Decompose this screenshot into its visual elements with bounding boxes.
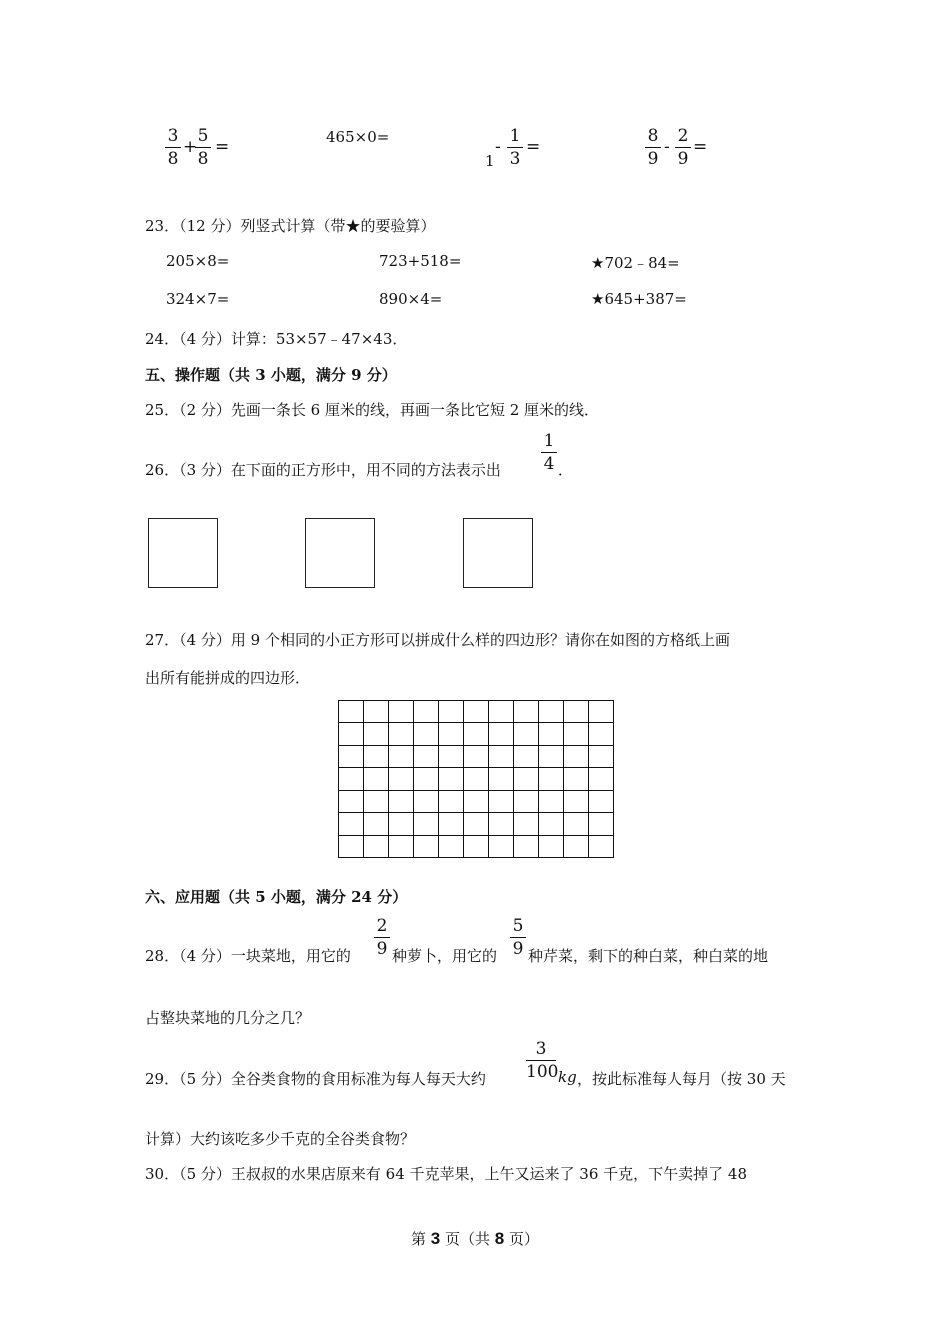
square-box-3[interactable] [463, 518, 533, 588]
question-28-part2: 种萝卜，用它的 [392, 947, 498, 965]
grid-cell[interactable] [414, 746, 439, 768]
grid-cell[interactable] [564, 723, 589, 745]
grid-cell[interactable] [464, 813, 489, 835]
fraction-5-9 [510, 918, 526, 958]
grid-cell[interactable] [489, 791, 514, 813]
denominator: 9 [376, 939, 388, 959]
calc-item: 890×4= [379, 290, 443, 308]
denominator: 9 [512, 939, 524, 959]
grid-cell[interactable] [389, 813, 414, 835]
question-24: 24．（4 分）计算：53×57﹣47×43． [145, 330, 408, 348]
grid-cell[interactable] [389, 746, 414, 768]
question-27-line2: 出所有能拼成的四边形． [145, 669, 311, 687]
denominator: 8 [197, 149, 209, 169]
grid-cell[interactable] [489, 813, 514, 835]
equals-sign: = [693, 137, 708, 157]
question-29-part2: ，按此标准每人每月（按 30 天 [577, 1070, 786, 1088]
denominator: 9 [677, 149, 689, 169]
grid-cell[interactable] [439, 768, 464, 790]
question-27-line1: 27．（4 分）用 9 个相同的小正方形可以拼成什么样的四边形？请你在如图的方格纸上画 [145, 631, 730, 649]
fraction-3-8 [165, 128, 181, 168]
grid-cell[interactable] [339, 791, 364, 813]
grid-cell[interactable] [414, 791, 439, 813]
numerator: 3 [167, 126, 179, 146]
grid-cell[interactable] [389, 723, 414, 745]
grid-cell[interactable] [389, 791, 414, 813]
calc-item: 205×8= [166, 252, 230, 270]
grid-cell[interactable] [589, 701, 614, 723]
question-23-title: 23．（12 分）列竖式计算（带★的要验算） [145, 217, 436, 235]
grid-cell[interactable] [539, 836, 564, 858]
unit-kg: kg [558, 1068, 577, 1086]
numerator: 1 [543, 431, 555, 451]
grid-cell[interactable] [589, 746, 614, 768]
period: ． [558, 461, 574, 479]
numerator: 5 [197, 126, 209, 146]
grid-cell[interactable] [564, 701, 589, 723]
grid-cell[interactable] [339, 723, 364, 745]
equals-sign: = [215, 137, 230, 157]
denominator: 3 [509, 149, 521, 169]
calc-item: 723+518= [379, 252, 462, 270]
grid-cell[interactable] [389, 701, 414, 723]
square-box-1[interactable] [148, 518, 218, 588]
grid-cell[interactable] [364, 746, 389, 768]
calc-item: ★702﹣84= [591, 254, 680, 272]
grid-cell[interactable] [364, 813, 389, 835]
numerator: 3 [535, 1039, 547, 1059]
grid-cell[interactable] [364, 836, 389, 858]
grid-cell[interactable] [414, 813, 439, 835]
grid-cell[interactable] [514, 768, 539, 790]
numerator: 5 [512, 916, 524, 936]
grid-cell[interactable] [414, 836, 439, 858]
grid-cell[interactable] [339, 701, 364, 723]
grid-cell[interactable] [439, 813, 464, 835]
grid-cell[interactable] [414, 768, 439, 790]
calc-item: 324×7= [166, 290, 230, 308]
grid-cell[interactable] [589, 836, 614, 858]
grid-cell[interactable] [514, 746, 539, 768]
footer-post: 页） [509, 1230, 540, 1248]
grid-cell[interactable] [539, 813, 564, 835]
numerator: 2 [376, 916, 388, 936]
fraction-5-8 [195, 128, 211, 168]
grid-cell[interactable] [564, 746, 589, 768]
total-pages: 8 [494, 1229, 505, 1248]
whole-one: 1 [485, 152, 495, 170]
grid-cell[interactable] [439, 701, 464, 723]
grid-cell[interactable] [464, 723, 489, 745]
grid-cell[interactable] [414, 723, 439, 745]
question-29-part1: 29．（5 分）全谷类食物的食用标准为每人每天大约 [145, 1070, 486, 1088]
footer-mid: 页（共 [444, 1230, 490, 1248]
grid-cell[interactable] [439, 791, 464, 813]
grid-cell[interactable] [464, 746, 489, 768]
numerator: 2 [677, 126, 689, 146]
grid-cell[interactable] [389, 836, 414, 858]
grid-cell[interactable] [464, 768, 489, 790]
grid-cell[interactable] [514, 836, 539, 858]
calc-item: ★645+387= [591, 290, 687, 308]
grid-cell[interactable] [564, 813, 589, 835]
current-page-number: 3 [430, 1229, 441, 1248]
grid-cell[interactable] [389, 768, 414, 790]
denominator: 8 [167, 149, 179, 169]
grid-cell[interactable] [539, 768, 564, 790]
denominator: 100 [526, 1062, 559, 1082]
grid-cell[interactable] [539, 723, 564, 745]
grid-cell[interactable] [464, 701, 489, 723]
grid-cell[interactable] [464, 836, 489, 858]
section-6-heading: 六、应用题（共 5 小题，满分 24 分） [145, 888, 408, 906]
numerator: 1 [509, 126, 521, 146]
grid-cell[interactable] [564, 768, 589, 790]
minus-sign: - [495, 137, 501, 157]
grid-cell[interactable] [514, 701, 539, 723]
fraction-1-3 [507, 128, 523, 168]
grid-cell[interactable] [489, 836, 514, 858]
plus-sign: + [183, 137, 198, 157]
fraction-2-9 [675, 128, 691, 168]
grid-cell[interactable] [514, 723, 539, 745]
grid-cell[interactable] [514, 813, 539, 835]
grid-cell[interactable] [439, 723, 464, 745]
minus-sign: - [664, 137, 670, 157]
grid-cell[interactable] [489, 746, 514, 768]
grid-cell[interactable] [539, 791, 564, 813]
grid-cell[interactable] [439, 746, 464, 768]
grid-cell[interactable] [339, 813, 364, 835]
grid-cell[interactable] [339, 746, 364, 768]
denominator: 9 [647, 149, 659, 169]
fraction-3-100 [526, 1039, 559, 1082]
numerator: 8 [647, 126, 659, 146]
grid-cell[interactable] [589, 723, 614, 745]
fraction-1-4 [541, 433, 557, 473]
grid-cell[interactable] [364, 768, 389, 790]
fraction-8-9 [645, 128, 661, 168]
question-25: 25．（2 分）先画一条长 6 厘米的线，再画一条比它短 2 厘米的线． [145, 401, 600, 419]
question-29-line2: 计算）大约该吃多少千克的全谷类食物？ [145, 1130, 416, 1148]
page-footer [0, 1228, 950, 1249]
grid-cell[interactable] [439, 836, 464, 858]
grid-cell[interactable] [339, 836, 364, 858]
grid-cell[interactable] [464, 791, 489, 813]
grid-cell[interactable] [564, 836, 589, 858]
question-28-part3: 种芹菜，剩下的种白菜，种白菜的地 [528, 947, 769, 965]
expr-465x0: 465×0= [326, 128, 390, 146]
grid-cell[interactable] [539, 746, 564, 768]
grid-cell[interactable] [489, 701, 514, 723]
denominator: 4 [543, 454, 555, 474]
grid-cell[interactable] [564, 791, 589, 813]
grid-cell[interactable] [589, 768, 614, 790]
grid-cell[interactable] [364, 723, 389, 745]
question-28-line2: 占整块菜地的几分之几？ [145, 1009, 311, 1027]
grid-cell[interactable] [489, 723, 514, 745]
grid-cell[interactable] [589, 791, 614, 813]
grid-cell[interactable] [589, 813, 614, 835]
question-26-text: 26．（3 分）在下面的正方形中，用不同的方法表示出 [145, 461, 501, 479]
footer-pre: 第 [410, 1230, 426, 1248]
question-30: 30．（5 分）王叔叔的水果店原来有 64 千克苹果，上午又运来了 36 千克，下午卖掉了 48 [145, 1165, 748, 1183]
grid-cell[interactable] [514, 791, 539, 813]
square-box-2[interactable] [305, 518, 375, 588]
grid-cell[interactable] [339, 768, 364, 790]
grid-paper[interactable] [338, 700, 614, 858]
grid-cell[interactable] [414, 701, 439, 723]
equals-sign: = [526, 137, 541, 157]
grid-cell[interactable] [489, 768, 514, 790]
grid-cell[interactable] [539, 701, 564, 723]
question-28-part1: 28．（4 分）一块菜地，用它的 [145, 947, 351, 965]
section-5-heading: 五、操作题（共 3 小题，满分 9 分） [145, 366, 397, 384]
fraction-2-9 [374, 918, 390, 958]
grid-cell[interactable] [364, 701, 389, 723]
grid-cell[interactable] [364, 791, 389, 813]
